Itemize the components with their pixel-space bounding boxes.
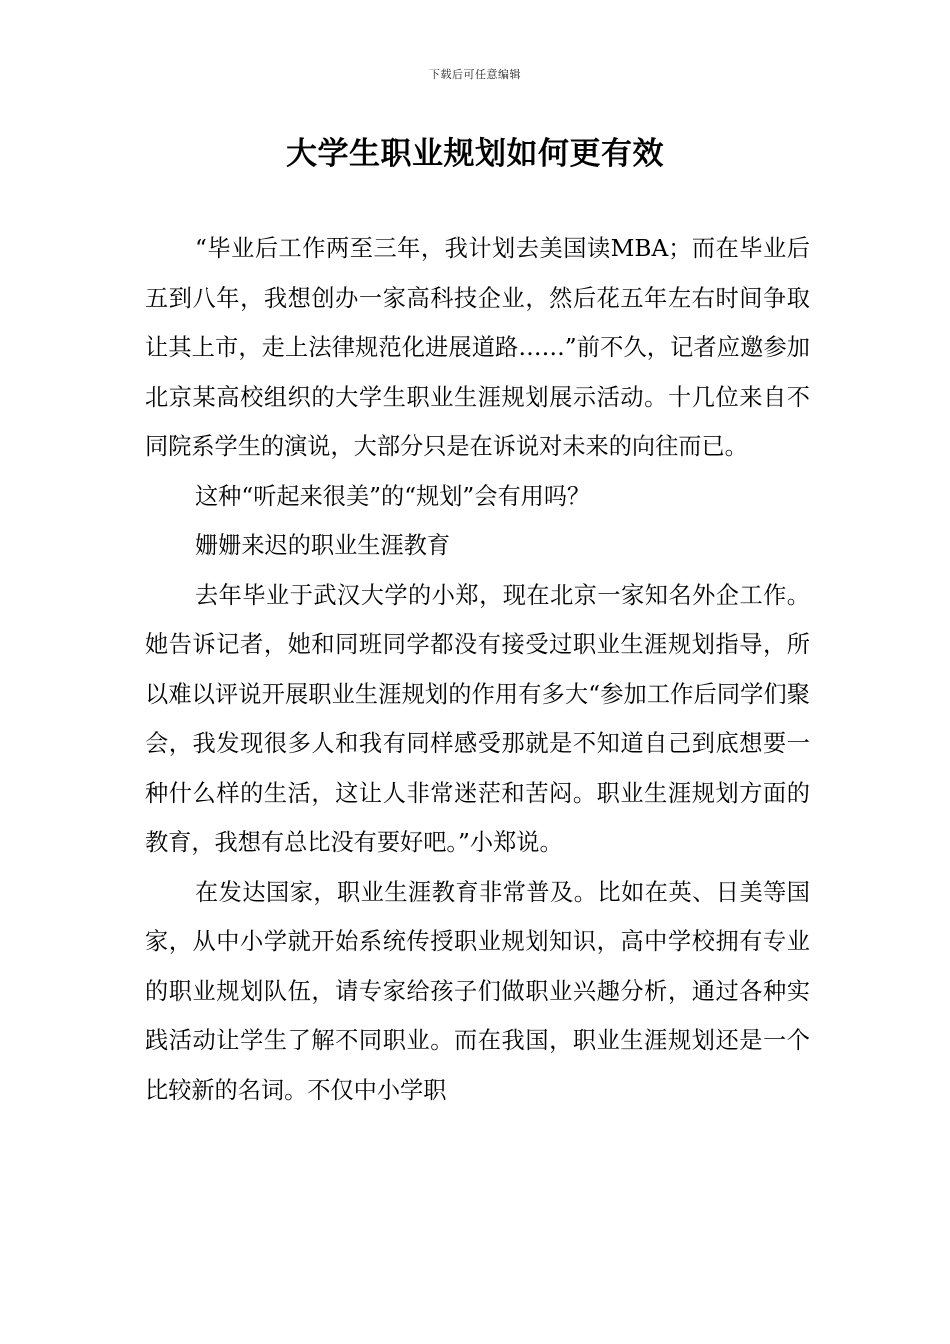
document-title: 大学生职业规划如何更有效 (286, 136, 664, 172)
paragraph-xiaozheng: 去年毕业于武汉大学的小郑，现在北京一家知名外企工作。她告诉记者，她和同班同学都没有接受过职业生涯规划指导，所以难以评说开展职业生涯规划的作用有多大“参加工作后同学们聚会，我发现很多人和我有同样感受那就是不知道自己到底想要一种什么样的生活，这让人非常迷茫和苦闷。职业生涯规划方面的教育，我想有总比没有要好吧。”小郑说。 (145, 581, 810, 856)
section-heading: 姗姗来迟的职业生涯教育 (195, 532, 451, 559)
paragraph-intro-quote: “毕业后工作两至三年，我计划去美国读MBA；而在毕业后五到八年，我想创办一家高科技企业，然后花五年左右时间争取让其上市，走上法律规范化进展道路……”前不久，记者应邀参加北京某高校组织的大学生职业生涯规划展示活动。十几位来自不同院系学生的演说，大部分只是在诉说对未来的向往而已。 (145, 235, 810, 460)
paragraph-developed-countries: 在发达国家，职业生涯教育非常普及。比如在英、日美等国家，从中小学就开始系统传授职业规划知识，高中学校拥有专业的职业规划队伍，请专家给孩子们做职业兴趣分析，通过各种实践活动让学生了解不同职业。而在我国，职业生涯规划还是一个比较新的名词。不仅中小学职 (145, 878, 810, 1104)
paragraph-question: 这种“听起来很美”的“规划”会有用吗？ (195, 482, 591, 510)
header-note: 下载后可任意编辑 (429, 68, 521, 81)
document-body (145, 224, 810, 1115)
